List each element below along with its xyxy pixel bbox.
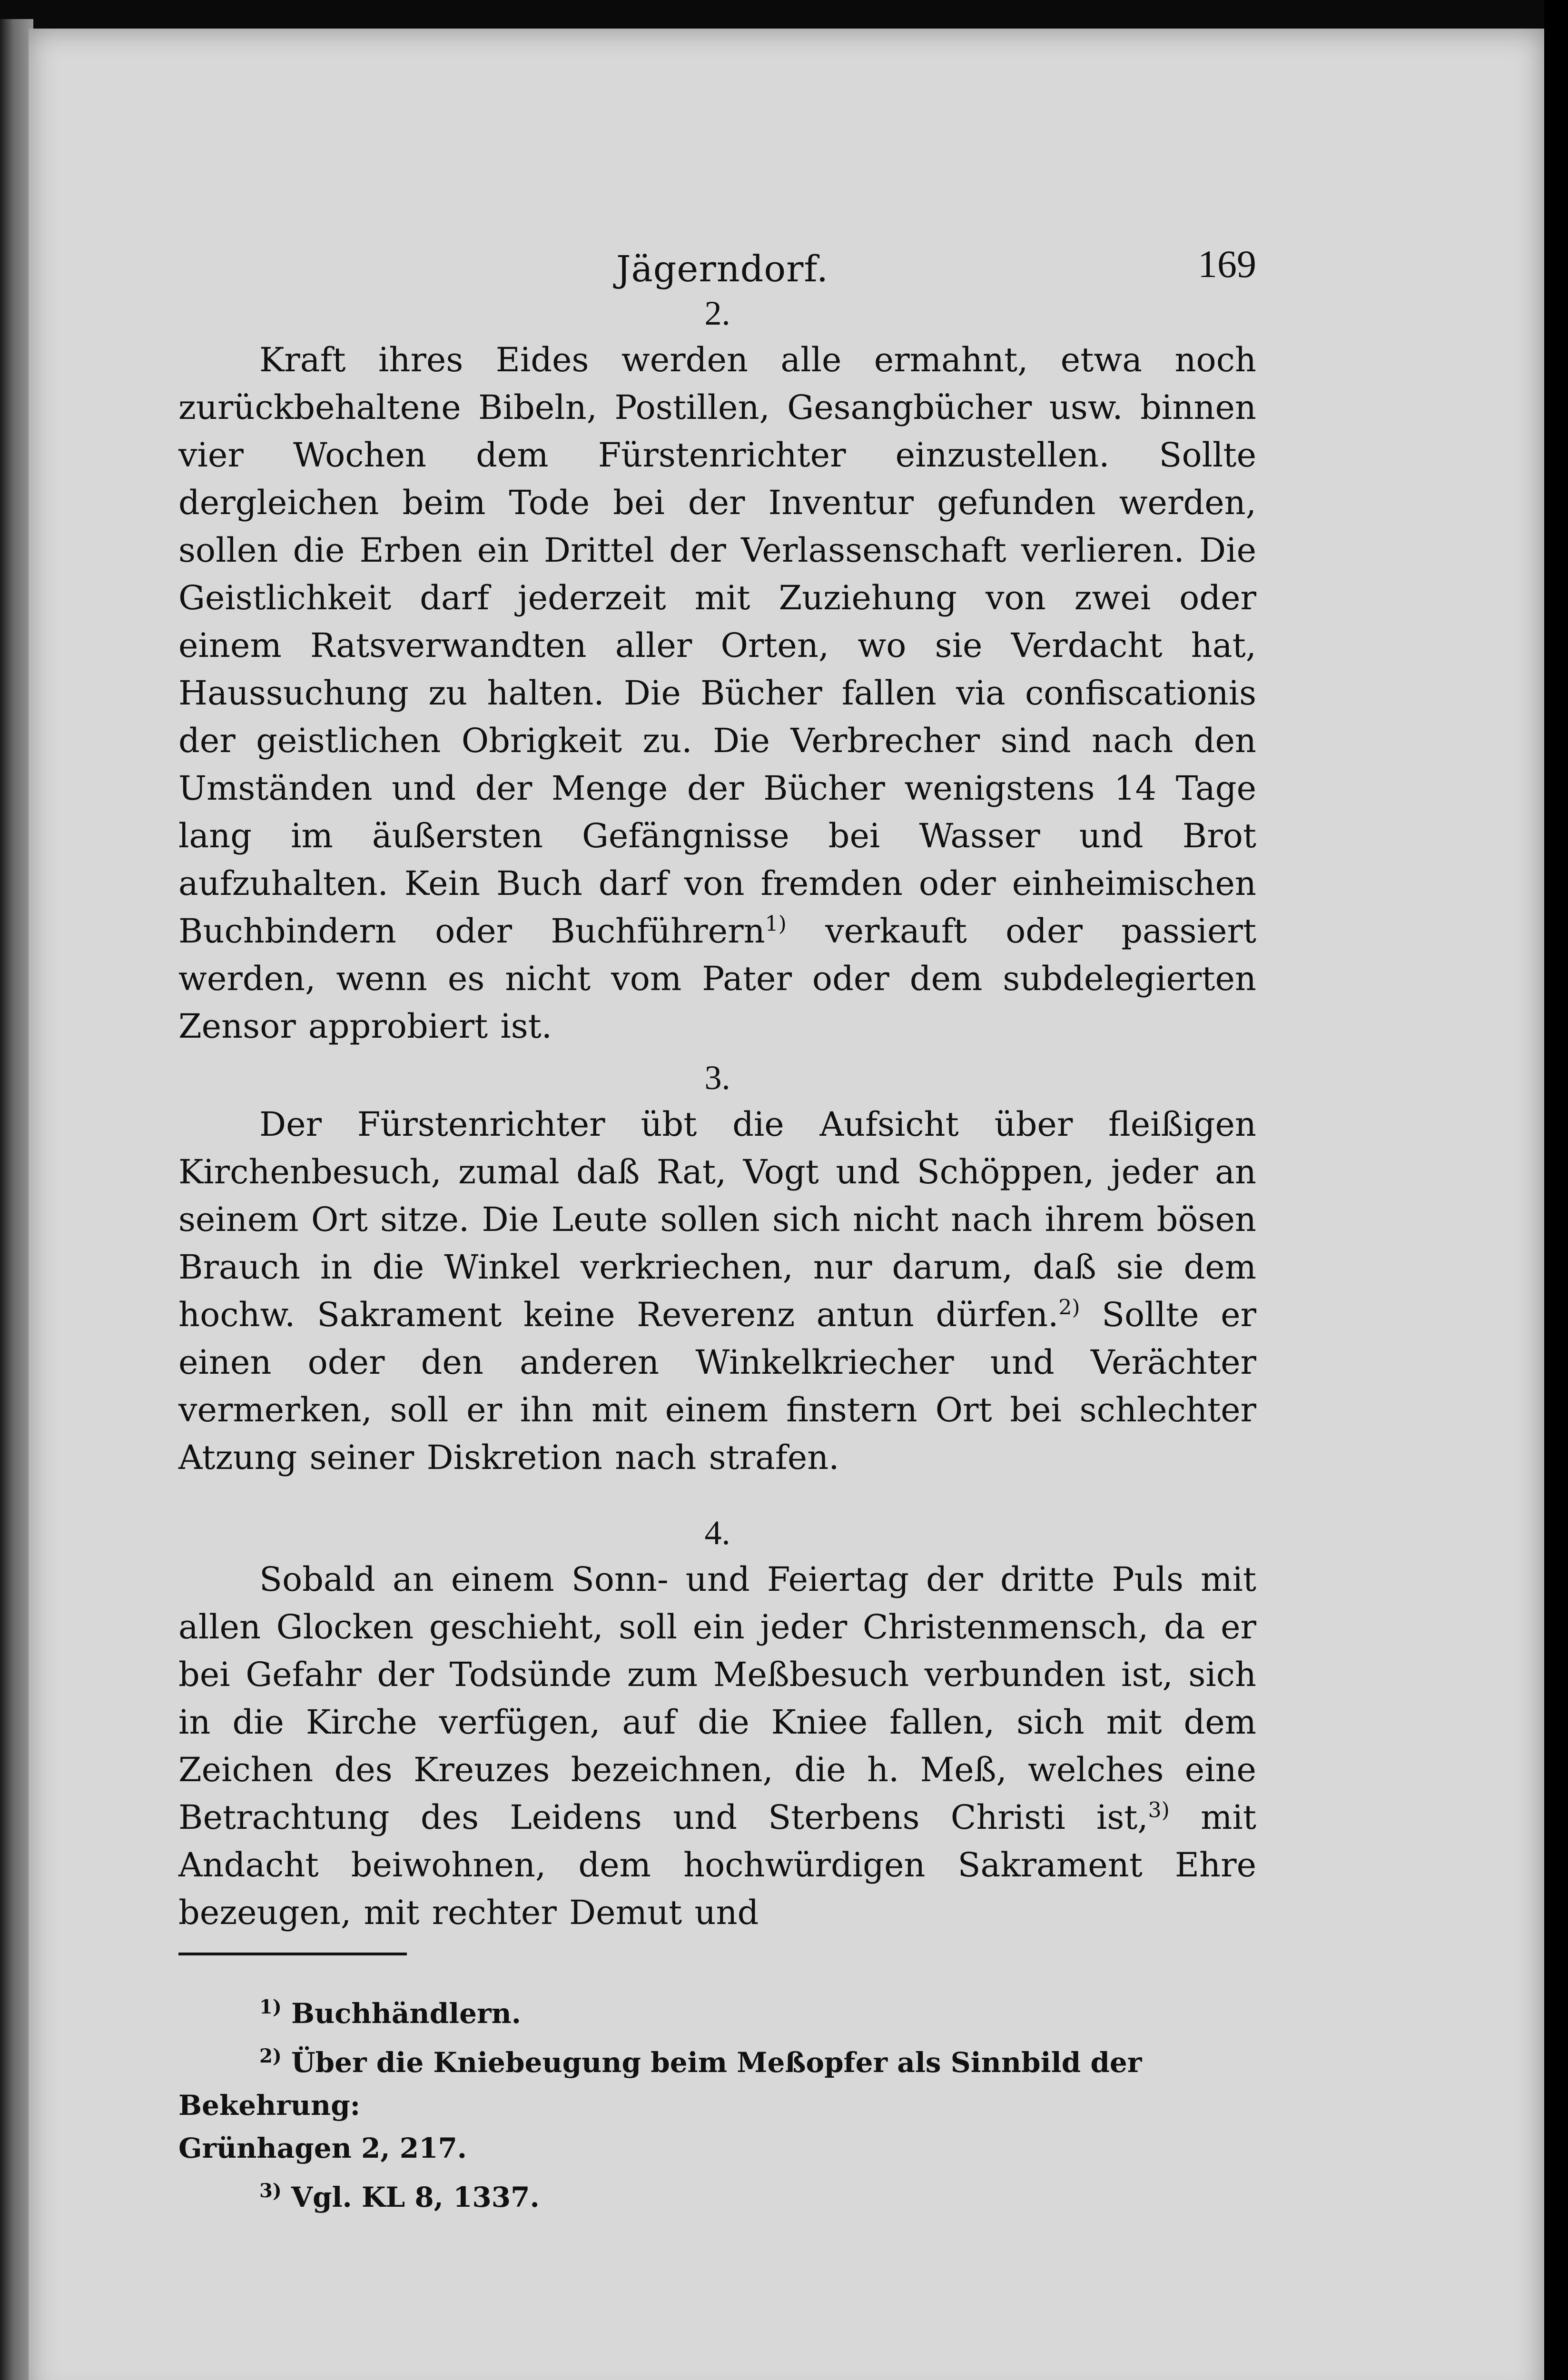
footnote-rule bbox=[178, 1953, 407, 1955]
page-number: 169 bbox=[1198, 242, 1256, 286]
section-number: 2. bbox=[704, 294, 730, 332]
footnote-text: Über die Kniebeugung beim Meßopfer als Sinnbild der Bekehrung: bbox=[178, 2046, 1142, 2122]
scan-border bbox=[1544, 0, 1568, 2380]
paragraph-text: verkauft oder passiert werden, wenn es nicht vom Pater oder dem subdelegierten Zensor approbiert ist. bbox=[178, 912, 1257, 1046]
footnote-reference: 2) bbox=[1058, 1295, 1080, 1320]
footnote-text: Buchhändlern. bbox=[291, 1997, 521, 2030]
running-head-title: Jägerndorf. bbox=[616, 248, 828, 290]
running-head bbox=[178, 228, 1256, 290]
section-paragraph bbox=[178, 336, 1256, 1050]
footnote-continuation: Grünhagen 2, 217. bbox=[178, 2132, 467, 2164]
paragraph-text: Der Fürstenrichter übt die Aufsicht über fleißigen Kirchenbesuch, zumal daß Rat, Vogt und Schöppen, jeder an seinem Ort sitze. Die Leute sollen sich nicht nach ihrem bösen Brauch in die Winkel verkriechen, nur darum, daß sie dem hochw. Sakrament keine Reverenz antun dürfen. bbox=[178, 1105, 1256, 1334]
footnote-mark: 1) bbox=[259, 1996, 282, 2018]
footnote-reference: 3) bbox=[1148, 1798, 1170, 1823]
section-number: 3. bbox=[704, 1059, 730, 1097]
page-content bbox=[178, 228, 1256, 2219]
paragraph-text: mit Andacht beiwohnen, dem hochwürdigen Sakrament Ehre bezeugen, mit rechter Demut und bbox=[178, 1798, 1256, 1932]
footnote bbox=[178, 2035, 1256, 2127]
paragraph-text: Sobald an einem Sonn- und Feiertag der dritte Puls mit allen Glocken geschieht, soll ein jeder Christenmensch, da er bei Gefahr der Todsünde zum Meßbesuch verbunden ist, sich in die Kirche verfügen, auf die Kniee fallen, sich mit dem Zeichen des Kreuzes bezeichnen, die h. Meß, welches eine Betrachtung des Leidens und Sterbens Christi ist, bbox=[178, 1560, 1256, 1837]
footnote bbox=[178, 2170, 1256, 2219]
paragraph-text: Kraft ihres Eides werden alle ermahnt, etwa noch zurückbehaltene Bibeln, Postillen, Gesangbücher usw. binnen vier Wochen dem Fürstenrichter einzustellen. Sollte dergleichen beim Tode bei der Inventur gefunden werden, sollen die Erben ein Drittel der Verlassenschaft verlieren. Die Geistlichkeit darf jederzeit mit Zuziehung von zwei oder einem Ratsverwandten aller Orten, wo sie Verdacht hat, Haussuchung zu halten. Die Bücher fallen via confiscationis der geistlichen Obrigkeit zu. Die Verbrecher sind nach den Umständen und der Menge der Bücher wenigstens 14 Tage lang im äußersten Gefängnisse bei Wasser und Brot aufzuhalten. Kein Buch darf von fremden oder einheimischen Buchbindern oder Buchführern bbox=[178, 340, 1256, 951]
footnote-text: Vgl. KL 8, 1337. bbox=[291, 2181, 540, 2213]
footnote-mark: 2) bbox=[259, 2045, 282, 2067]
footnote bbox=[178, 1986, 1256, 2035]
section-paragraph bbox=[178, 1556, 1256, 1936]
section-number: 4. bbox=[704, 1514, 730, 1552]
paragraph-text: Sollte er einen oder den anderen Winkelkriecher und Verächter vermerken, soll er ihn mit einem finstern Ort bei schlechter Atzung seiner Diskretion nach strafen. bbox=[178, 1295, 1256, 1477]
section-paragraph bbox=[178, 1101, 1256, 1481]
footnote-mark: 3) bbox=[259, 2180, 282, 2202]
footnote-reference: 1) bbox=[765, 912, 787, 936]
